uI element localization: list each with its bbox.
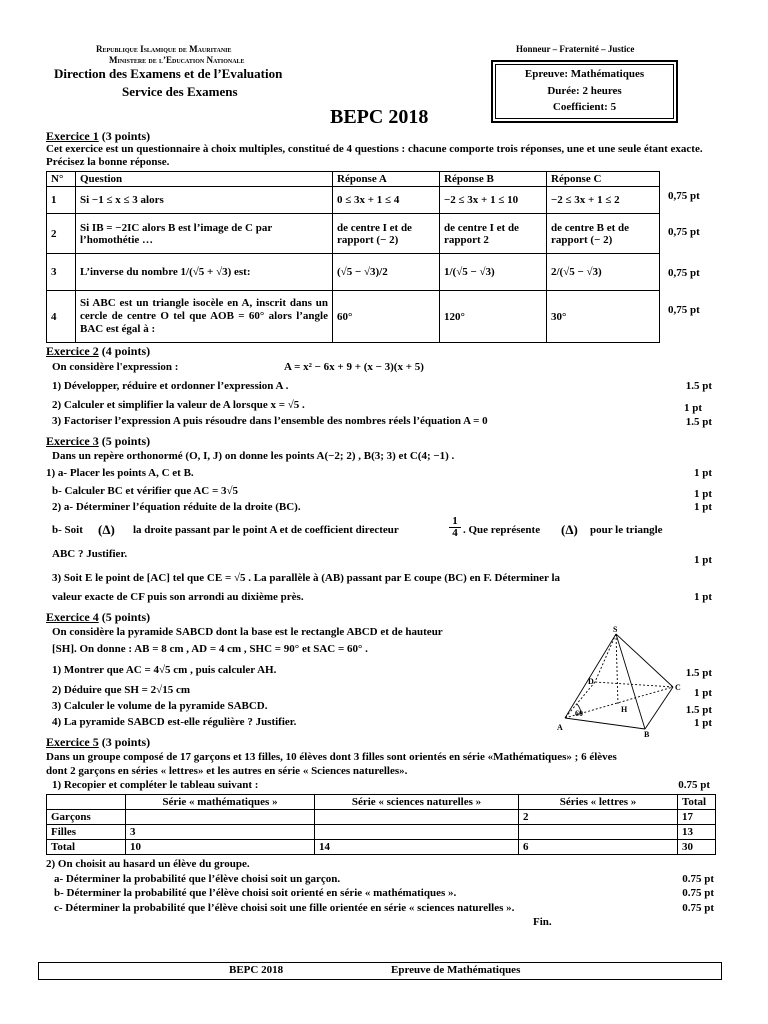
ex3-q2b-5: ABC ? Justifier. [52, 548, 128, 560]
ex4-intro1: On considère la pyramide SABCD dont la base est le rectangle ABCD et de hauteur [52, 626, 443, 638]
counts-cell: 30 [678, 840, 716, 855]
mcq-header-n: N° [47, 172, 76, 187]
ex2-title: Exercice 2 [46, 344, 99, 358]
exam-title: BEPC 2018 [330, 106, 429, 128]
counts-header-cell: Série « sciences naturelles » [315, 795, 519, 810]
motto-text: Honneur – Fraternité – Justice [516, 44, 635, 54]
ex2-q2: 2) Calculer et simplifier la valeur de A lorsque x = √5 . [52, 399, 305, 411]
ex5-points: (3 points) [101, 735, 151, 749]
mcq-points: 0,75 pt [668, 304, 700, 316]
counts-cell: 14 [315, 840, 519, 855]
end-text: Fin. [533, 916, 552, 928]
ex4-q3: 3) Calculer le volume de la pyramide SABCD. [52, 700, 268, 712]
ex1-heading [46, 129, 150, 144]
ex5-intro1: Dans un groupe composé de 17 garçons et 13 filles, 10 élèves dont 3 filles sont orientés en série «Mathématiques» ; 6 élèves [46, 751, 617, 763]
ex3-q2a: 2) a- Déterminer l’équation réduite de la droite (BC). [52, 501, 301, 513]
edge-ab [565, 718, 645, 729]
delta-symbol: (Δ) [98, 522, 115, 537]
fraction-denominator: 4 [452, 527, 458, 539]
exam-duration: Durée: 2 heures [547, 85, 622, 97]
ex2-q3-points: 1.5 pt [685, 416, 712, 428]
ex5-title: Exercice 5 [46, 735, 99, 749]
ex3-points: (5 points) [101, 434, 151, 448]
mcq-header-question: Question [76, 172, 333, 187]
exam-subject: Epreuve: Mathématiques [524, 68, 645, 80]
mcq-question: Si IB = −2IC alors B est l’image de C par l’homothétie … [76, 214, 333, 254]
mcq-row [47, 291, 660, 343]
edge-cd [595, 682, 673, 687]
mcq-answer-c: de centre B et de rapport (− 2) [547, 214, 660, 254]
ex5-intro2: dont 2 garçons en séries « lettres» et les autres en série « Sciences naturelles». [46, 765, 408, 777]
mcq-header-a: Réponse A [333, 172, 440, 187]
mcq-row [47, 254, 660, 291]
exam-coefficient: Coefficient: 5 [552, 101, 617, 113]
counts-header-cell: Série « mathématiques » [126, 795, 315, 810]
counts-cell: 2 [519, 810, 678, 825]
counts-cell: 17 [678, 810, 716, 825]
edge-sd [595, 634, 616, 682]
mcq-answer-b: −2 ≤ 3x + 1 ≤ 10 [440, 187, 547, 214]
ex3-intro: Dans un repère orthonormé (O, I, J) on donne les points A(−2; 2) , B(3; 3) et C(4; −1) . [52, 450, 455, 462]
mcq-question: L’inverse du nombre 1/(√5 + √3) est: [76, 254, 333, 291]
delta-symbol: (Δ) [561, 522, 578, 537]
ex2-expression: A = x² − 6x + 9 + (x − 3)(x + 5) [284, 361, 424, 373]
ex3-q2b-4: pour le triangle [590, 524, 663, 536]
counts-cell: 6 [519, 840, 678, 855]
mcq-points: 0,75 pt [668, 226, 700, 238]
mcq-answer-a: 60° [333, 291, 440, 343]
mcq-answer-b: de centre I et de rapport 2 [440, 214, 547, 254]
mcq-points: 0,75 pt [668, 267, 700, 279]
ex4-q1: 1) Montrer que AC = 4√5 cm , puis calculer AH. [52, 664, 277, 676]
fraction [449, 516, 461, 539]
ex5-q2a: a- Déterminer la probabilité que l’élève choisi soit un garçon. [54, 873, 341, 885]
label-d: D [588, 677, 594, 686]
ex3-q1b-points: 1 pt [693, 488, 712, 500]
ex4-q3-points: 1.5 pt [685, 704, 712, 716]
ex5-q1-points: 0.75 pt [678, 779, 710, 791]
counts-cell [519, 825, 678, 840]
ex2-q3: 3) Factoriser l’expression A puis résoudre dans l’ensemble des nombres réels l’équation A = 0 [52, 415, 488, 427]
label-b: B [644, 730, 650, 739]
mcq-points: 0,75 pt [668, 190, 700, 202]
ex2-q1: 1) Développer, réduire et ordonner l’expression A . [52, 380, 289, 392]
counts-header-row [47, 795, 716, 810]
footer-left: BEPC 2018 [229, 964, 284, 976]
ex3-q3-line1: 3) Soit E le point de [AC] tel que CE = √5 . La parallèle à (AB) passant par E coupe (BC) en F. Déterminer la [52, 572, 561, 584]
mcq-n: 4 [47, 291, 76, 343]
ex3-q2b-points: 1 pt [693, 554, 712, 566]
ex2-heading [46, 344, 150, 359]
ex3-q1b: b- Calculer BC et vérifier que AC = 3√5 [52, 485, 239, 497]
counts-cell [315, 825, 519, 840]
ex3-q2b-1: b- Soit [52, 524, 83, 536]
ex1-intro: Cet exercice est un questionnaire à choix multiples, constitué de 4 questions : chacune comporte trois réponses, une et une seule étant exacte. Précisez la bonne réponse. [46, 143, 703, 168]
ex5-q2b-points: 0.75 pt [682, 887, 714, 899]
ex5-heading [46, 735, 150, 750]
mcq-answer-c: 30° [547, 291, 660, 343]
direction-text: Direction des Examens et de l’Evaluation [54, 66, 283, 81]
footer-box [38, 962, 722, 980]
counts-row [47, 825, 716, 840]
ex2-intro: On considère l'expression : [52, 361, 179, 373]
ex5-q2c: c- Déterminer la probabilité que l’élève choisi soit une fille orientée en série « sciences naturelles ». [54, 902, 515, 914]
mcq-row [47, 187, 660, 214]
ex3-q2b-3: . Que représente [463, 524, 541, 536]
ex1-points: (3 points) [101, 129, 151, 143]
label-h: H [621, 705, 628, 714]
counts-row [47, 810, 716, 825]
mcq-answer-c: 2/(√5 − √3) [547, 254, 660, 291]
ex5-q2: 2) On choisit au hasard un élève du groupe. [46, 858, 250, 870]
mcq-answer-a: (√5 − √3)/2 [333, 254, 440, 291]
ex4-q2: 2) Déduire que SH = 2√15 cm [52, 684, 190, 696]
mcq-answer-b: 120° [440, 291, 547, 343]
mcq-table [46, 171, 660, 343]
ex1-title: Exercice 1 [46, 129, 99, 143]
pyramid-figure [555, 624, 690, 739]
ex3-q3-points: 1 pt [693, 591, 712, 603]
mcq-answer-c: −2 ≤ 3x + 1 ≤ 2 [547, 187, 660, 214]
ex5-q1: 1) Recopier et compléter le tableau suivant : [52, 779, 259, 791]
mcq-n: 1 [47, 187, 76, 214]
mcq-answer-a: 0 ≤ 3x + 1 ≤ 4 [333, 187, 440, 214]
label-a: A [557, 723, 563, 732]
mcq-question: Si −1 ≤ x ≤ 3 alors [76, 187, 333, 214]
ex4-q2-points: 1 pt [693, 687, 712, 699]
ex5-q2a-points: 0.75 pt [682, 873, 714, 885]
label-s: S [613, 625, 618, 634]
footer-right: Epreuve de Mathématiques [391, 964, 521, 976]
ex4-intro2: [SH]. On donne : AB = 8 cm , AD = 4 cm , SHC = 90° et SAC = 60° . [52, 643, 368, 655]
ex4-heading [46, 610, 150, 625]
counts-cell: 3 [126, 825, 315, 840]
ex3-q2a-points: 1 pt [693, 501, 712, 513]
counts-row [47, 840, 716, 855]
counts-cell: Filles [47, 825, 126, 840]
counts-header-cell: Séries « lettres » [519, 795, 678, 810]
counts-header-cell [47, 795, 126, 810]
counts-cell [126, 810, 315, 825]
mcq-header-c: Réponse C [547, 172, 660, 187]
counts-cell: Total [47, 840, 126, 855]
ex3-title: Exercice 3 [46, 434, 99, 448]
ex4-q4-points: 1 pt [693, 717, 712, 729]
mcq-answer-b: 1/(√5 − √3) [440, 254, 547, 291]
counts-cell: 10 [126, 840, 315, 855]
ex5-q2c-points: 0.75 pt [682, 902, 714, 914]
angle-label: 60 [575, 709, 583, 718]
republic-text: Republique Islamique de Mauritanie [96, 44, 232, 54]
ex4-q1-points: 1.5 pt [685, 667, 712, 679]
mcq-header-row [47, 172, 660, 187]
edge-bc [645, 687, 673, 729]
mcq-row [47, 214, 660, 254]
ex3-q3-line2: valeur exacte de CF puis son arrondi au dixième près. [52, 591, 304, 603]
height-sh [616, 634, 618, 705]
counts-cell [315, 810, 519, 825]
counts-cell: 13 [678, 825, 716, 840]
label-c: C [675, 683, 681, 692]
ex4-title: Exercice 4 [46, 610, 99, 624]
ex4-points: (5 points) [101, 610, 151, 624]
counts-table [46, 794, 716, 855]
ex4-q4: 4) La pyramide SABCD est-elle régulière ? Justifier. [52, 716, 297, 728]
mcq-answer-a: de centre I et de rapport (− 2) [333, 214, 440, 254]
ex3-heading [46, 434, 150, 449]
ex2-points: (4 points) [101, 344, 151, 358]
ex5-q2b: b- Déterminer la probabilité que l’élève choisi soit orienté en série « mathématiques ». [54, 887, 457, 899]
ministry-text: Ministere de l’Education Nationale [109, 55, 245, 65]
ex3-q2b-2: la droite passant par le point A et de coefficient directeur [133, 524, 399, 536]
fraction-numerator: 1 [449, 516, 461, 528]
service-text: Service des Examens [122, 84, 238, 99]
mcq-header-b: Réponse B [440, 172, 547, 187]
edge-sb [616, 634, 645, 729]
ex2-q1-points: 1.5 pt [685, 380, 712, 392]
mcq-question: Si ABC est un triangle isocèle en A, inscrit dans un cercle de centre O tel que AOB = 60° alors l’angle BAC est égal à : [76, 291, 333, 343]
mcq-n: 3 [47, 254, 76, 291]
counts-cell: Garçons [47, 810, 126, 825]
ex3-q1a-points: 1 pt [693, 467, 712, 479]
counts-header-cell: Total [678, 795, 716, 810]
ex2-q2-points: 1 pt [683, 402, 702, 414]
ex3-q1a: 1) a- Placer les points A, C et B. [46, 467, 194, 479]
mcq-n: 2 [47, 214, 76, 254]
